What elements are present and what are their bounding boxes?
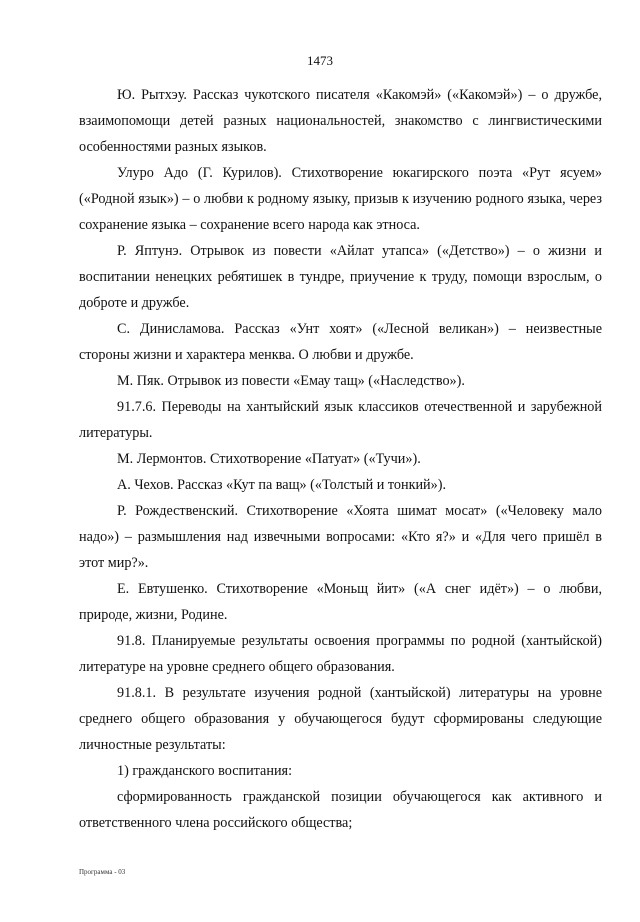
paragraph: Ю. Рытхэу. Рассказ чукотского писателя «Какомэй» («Какомэй») – о дружбе, взаимопомощи детей разных национальностей, знакомство с лингвистическими особенностями разных языков.	[79, 87, 602, 155]
paragraph: М. Пяк. Отрывок из повести «Емау тащ» («Наследство»).	[117, 373, 465, 389]
paragraph: 91.7.6. Переводы на хантыйский язык классиков отечественной и зарубежной литературы.	[79, 399, 602, 441]
paragraph: С. Динисламова. Рассказ «Унт хоят» («Лесной великан») – неизвестные стороны жизни и характера менква. О любви и дружбе.	[79, 321, 602, 363]
paragraph: 1) гражданского воспитания:	[117, 763, 293, 779]
paragraph: Е. Евтушенко. Стихотворение «Моньщ йит» («А снег идёт») – о любви, природе, жизни, Родине.	[79, 581, 602, 623]
paragraph: Р. Яптунэ. Отрывок из повести «Айлат утапса» («Детство») – о жизни и воспитании ненецких ребятишек в тундре, приучение к труду, помощи взрослым, о доброте и дружбе.	[79, 243, 602, 311]
paragraph: Р. Рождественский. Стихотворение «Хоята шимат мосат» («Человеку мало надо») – размышления над извечными вопросами: «Кто я?» и «Для чего пришёл в этот мир?».	[79, 503, 602, 571]
document-body	[79, 82, 602, 836]
paragraph: А. Чехов. Рассказ «Кут па ващ» («Толстый и тонкий»).	[117, 477, 447, 493]
paragraph: 91.8. Планируемые результаты освоения программы по родной (хантыйской) литературе на уровне среднего общего образования.	[79, 633, 602, 675]
page-number: 1473	[307, 53, 333, 68]
paragraph: М. Лермонтов. Стихотворение «Патуат» («Тучи»).	[117, 451, 421, 467]
paragraph: сформированность гражданской позиции обучающегося как активного и ответственного члена российского общества;	[79, 789, 602, 831]
paragraph: Улуро Адо (Г. Курилов). Стихотворение юкагирского поэта «Рут ясуем» («Родной язык») – о любви к родному языку, призыв к изучению родного языка, через сохранение языка – сохранение всего народа как этноса.	[79, 165, 602, 233]
paragraph: 91.8.1. В результате изучения родной (хантыйской) литературы на уровне среднего общего образования у обучающегося будут сформированы следующие личностные результаты:	[79, 685, 602, 753]
page-footer: Программа - 03	[79, 868, 126, 876]
